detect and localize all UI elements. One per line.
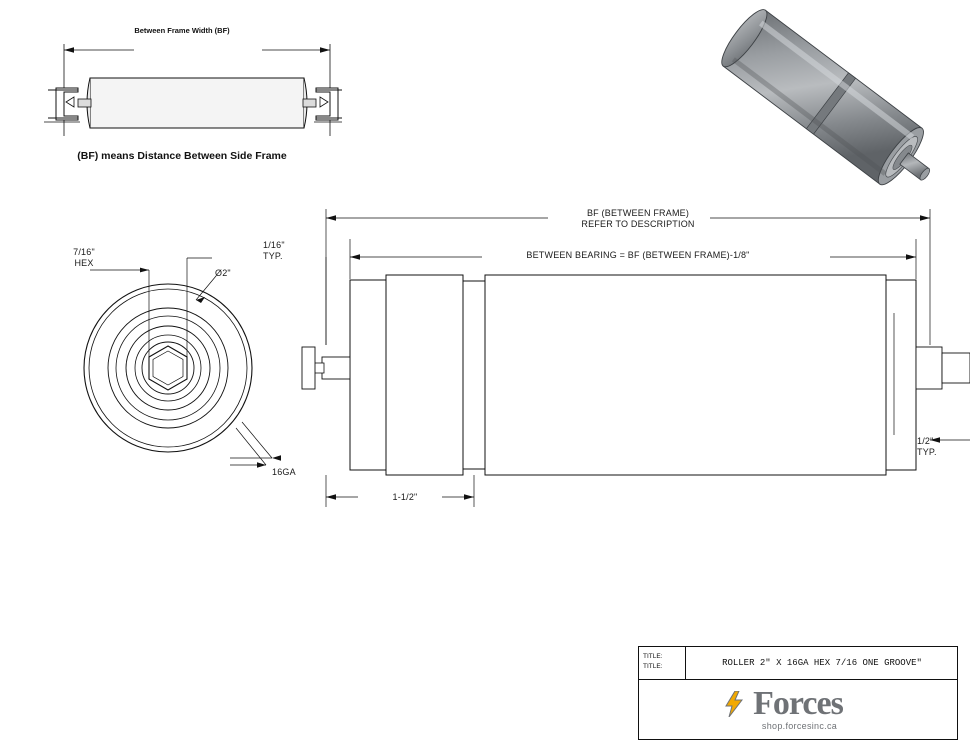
hex-word-label: HEX [74, 258, 94, 268]
between-frame-inset [22, 16, 342, 168]
lightning-bolt-icon [724, 691, 744, 717]
forces-logo [639, 683, 957, 737]
title-block-vertical-divider [685, 647, 686, 679]
forces-website: shop.forcesinc.ca [761, 721, 838, 731]
inset-dimension-label: Between Frame Width (BF) [134, 26, 230, 35]
bf-label-line1: BF (BETWEEN FRAME) [586, 208, 690, 218]
title-block-divider [639, 679, 957, 680]
title-key-line1: TITLE: [643, 653, 663, 660]
typ-right-word: TYP. [917, 447, 937, 457]
inset-caption: (BF) means Distance Between Side Frame [77, 150, 287, 162]
front-end-view [30, 230, 320, 500]
isometric-roller-view [700, 6, 972, 206]
title-key-line2: TITLE: [643, 662, 663, 670]
typ-left-value: 1/16" [263, 240, 285, 250]
between-bearing-label: BETWEEN BEARING = BF (BETWEEN FRAME)-1/8" [526, 250, 750, 260]
bf-label-line2: REFER TO DESCRIPTION [581, 219, 695, 229]
title-block-key [643, 652, 663, 672]
gauge-label: 16GA [272, 467, 296, 477]
hex-size-label: 7/16" [73, 247, 95, 257]
diameter-label: Ø2" [215, 268, 231, 278]
side-section-view [290, 195, 970, 525]
title-block-value: ROLLER 2" X 16GA HEX 7/16 ONE GROOVE" [722, 658, 922, 668]
typ-left-word: TYP. [263, 251, 283, 261]
typ-right-value: 1/2" [917, 436, 934, 446]
groove-dimension-label: 1-1/2" [392, 492, 418, 502]
title-block [638, 646, 958, 740]
inset-diagram [22, 16, 342, 168]
forces-wordmark: Forces [753, 685, 843, 722]
